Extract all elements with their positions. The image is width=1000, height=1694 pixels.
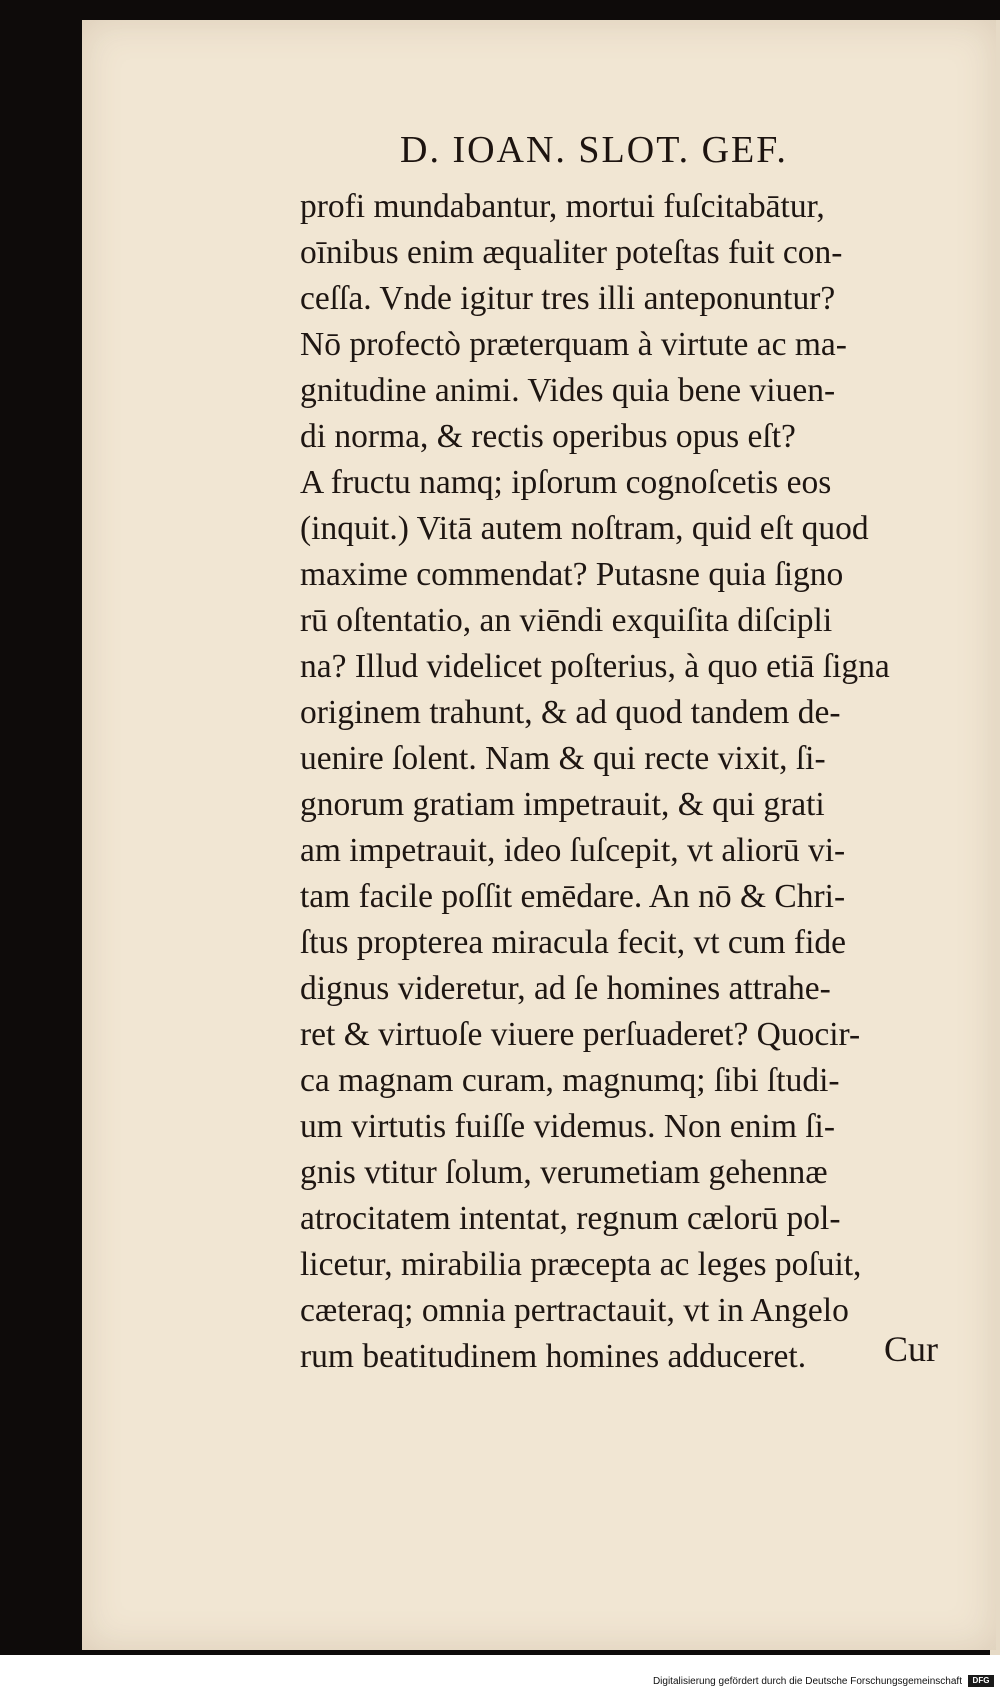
- text-line: originem trahunt, & ad quod tandem de-: [300, 694, 841, 731]
- text-line: ca magnam curam, magnumq; ſibi ſtudi-: [300, 1062, 840, 1099]
- text-line: gnis vtitur ſolum, verumetiam gehennæ: [300, 1154, 828, 1191]
- text-line: na? Illud videlicet poſterius, à quo etiā ſigna: [300, 648, 890, 685]
- text-line: ſtus propterea miracula fecit, vt cum fide: [300, 924, 847, 961]
- text-line: ret & virtuoſe viuere perſuaderet? Quocir-: [300, 1016, 861, 1053]
- text-line: A fructu namq; ipſorum cognoſcetis eos: [300, 464, 832, 501]
- text-line: rū oſtentatio, an viēndi exquiſita diſcipli: [300, 602, 833, 639]
- text-block: [300, 184, 980, 1380]
- dfg-logo: DFG: [968, 1675, 994, 1687]
- text-line: oīnibus enim æqualiter poteſtas fuit con-: [300, 234, 843, 271]
- text-line: rum beatitudinem homines adduceret.: [300, 1338, 807, 1375]
- text-line: gnorum gratiam impetrauit, & qui grati: [300, 786, 825, 823]
- text-line: cæteraq; omnia pertractauit, vt in Angelo: [300, 1292, 849, 1329]
- text-line: maxime commendat? Putasne quia ſigno: [300, 556, 844, 593]
- catchword: Cur: [884, 1329, 938, 1369]
- text-line: profi mundabantur, mortui fuſcitabātur,: [300, 188, 825, 225]
- text-line: di norma, & rectis operibus opus eſt?: [300, 418, 796, 455]
- text-line: tam facile poſſit emēdare. An nō & Chri-: [300, 878, 846, 915]
- text-line: gnitudine animi. Vides quia bene viuen-: [300, 372, 836, 409]
- text-line: atrocitatem intentat, regnum cælorū pol-: [300, 1200, 841, 1237]
- text-line: um virtutis fuiſſe videmus. Non enim ſi-: [300, 1108, 836, 1145]
- text-line: (inquit.) Vitā autem noſtram, quid eſt quod: [300, 510, 869, 547]
- footer-bar: [0, 1655, 1000, 1694]
- text-line: uenire ſolent. Nam & qui recte vixit, ſi-: [300, 740, 826, 777]
- text-line: Nō profectò præterquam à virtute ac ma-: [300, 326, 847, 363]
- footer-credit: Digitalisierung gefördert durch die Deutsche Forschungsgemeinschaft: [652, 1676, 962, 1687]
- text-line: licetur, mirabilia præcepta ac leges poſuit,: [300, 1246, 862, 1283]
- text-line: ceſſa. Vnde igitur tres illi anteponuntur?: [300, 280, 836, 317]
- text-line: dignus videretur, ad ſe homines attrahe-: [300, 970, 831, 1007]
- text-line: am impetrauit, ideo ſuſcepit, vt aliorū vi-: [300, 832, 846, 869]
- running-head: D. IOAN. SLOT. GEF.: [400, 129, 788, 171]
